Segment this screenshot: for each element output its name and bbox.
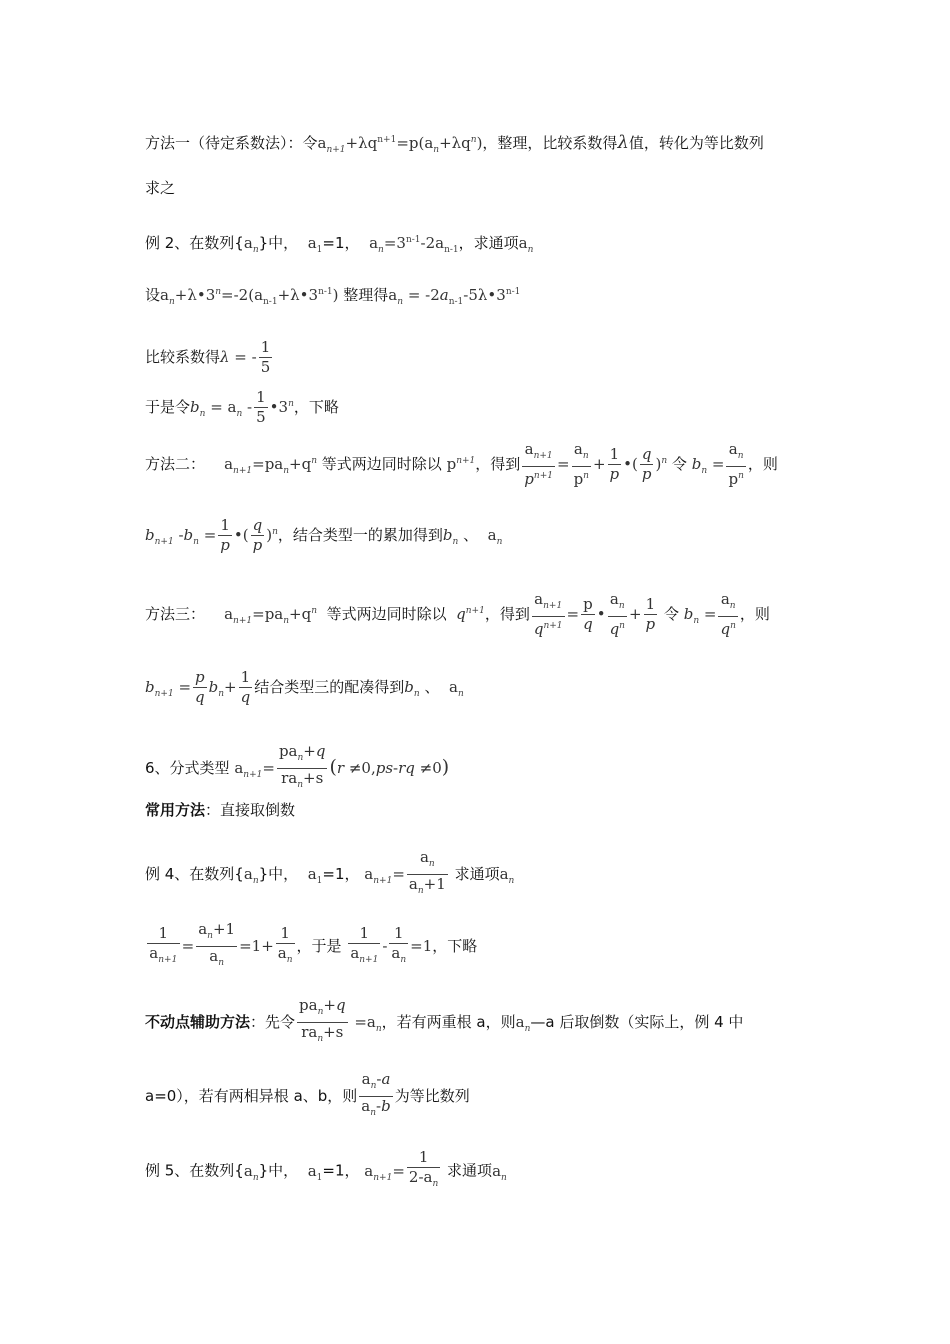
ex4-a1-val: =1， <box>322 865 360 883</box>
fraction-1-5: $\frac{1}{5}$ <box>260 338 271 376</box>
set-formula: $a_n+\lambda•3^n=-2(a_{n-1}+\lambda•3^{n-1})$ <box>160 286 339 307</box>
frac-an-pn: $\frac{a_n}{p^n}$ <box>573 440 589 488</box>
method2-recurrence: $a_{n+1}=pa_n+q^n$ <box>224 455 318 476</box>
then-let-suffix: ，下略 <box>293 398 339 416</box>
compare-text: 比较系数得 <box>145 348 221 366</box>
bn-def-tail: •3$^n$ <box>269 398 294 416</box>
ex2-a1-val: =1， <box>322 234 360 252</box>
then-let-prefix: 于是令 <box>145 398 191 416</box>
frac-q-p: $\frac{q}{p}$ <box>641 445 652 483</box>
type6-line <box>145 742 449 795</box>
method1-prefix: 方法一（待定系数法）：令 <box>145 134 318 152</box>
method3-line: 方法三： $a_{n+1}=pa_n+q^n$ 等式两边同时除以 $q^{n+1}$，得到 $\frac{a_{n+1}}{q^{n+1}}$ = $\frac{p}{q}$ • $\frac{a_n}{q^n}$ + $\frac{1}{p}$ 令 $b_n$ = $\frac{a_n}{q^n}$ ，则 <box>145 590 770 638</box>
set-mid: 整理得 <box>343 286 389 304</box>
then-let-line <box>145 388 339 427</box>
method2-label: 方法二： <box>145 455 206 473</box>
frac-q-p-b: $\frac{q}{p}$ <box>252 516 263 554</box>
method2b-bn1: $b_{n+1}$ <box>145 526 174 547</box>
method3b-res-an: $a_n$ <box>449 678 464 699</box>
method2b-res-an: $a_n$ <box>487 526 503 547</box>
method3b-bn1: $b_{n+1}$ <box>145 678 174 699</box>
method2-then: ，则 <box>747 455 778 473</box>
ex4-label: 例 4、在数列{ <box>145 865 244 883</box>
example4b-line: $\frac{1}{a_{n+1}}$ = $\frac{a_n+1}{a_n}$ =1+ $\frac{1}{a_n}$ ，于是 $\frac{1}{a_{n+1}}$ - $\frac{1}{a_n}$ =1，下略 <box>145 920 477 973</box>
common-line <box>145 800 295 820</box>
fixed-point-label: 不动点辅助方法 <box>145 1013 251 1031</box>
frac-1-an1: $\frac{1}{a_{n+1}}$ <box>149 923 178 965</box>
method3-then: ，则 <box>739 605 770 623</box>
fixed-point-text2: ，若有两重根 a，则 <box>381 1013 516 1031</box>
set-prefix: 设 <box>145 286 161 304</box>
method3-recurrence: $a_{n+1}=pa_n+q^n$ <box>224 605 318 626</box>
frac-p-q-b: $\frac{p}{q}$ <box>195 668 205 706</box>
fixed-point-text3: —a 后取倒数（实际上，例 4 中 <box>530 1013 744 1031</box>
method2b-res-bn: $b_n$ <box>442 526 459 547</box>
frac-1-p: $\frac{1}{p}$ <box>609 445 620 483</box>
compare-line <box>145 338 274 377</box>
method2b-sep: 、 <box>463 526 479 544</box>
frac-1-an1-b: $\frac{1}{a_{n+1}}$ <box>350 923 379 965</box>
frac-1-p-c: $\frac{1}{p}$ <box>645 595 656 633</box>
frac-an1-pn1: $\frac{a_{n+1}}{p^{n+1}}$ <box>524 440 553 488</box>
ex4-tail: 求通项 <box>454 865 500 883</box>
frac-1-an-b: $\frac{1}{a_n}$ <box>391 923 407 965</box>
type6-label: 6、分式类型 <box>145 759 230 777</box>
method3-mid: 等式两边同时除以 <box>326 605 447 623</box>
frac-1-q: $\frac{1}{q}$ <box>240 668 251 706</box>
common-label: 常用方法 <box>145 801 206 819</box>
method2-bn: $b_n$ <box>691 455 708 476</box>
frac-p-q: $\frac{p}{q}$ <box>583 595 593 633</box>
method3-label: 方法三： <box>145 605 206 623</box>
method3b-res-bn: $b_n$ <box>404 678 420 699</box>
ex2-label: 例 2、在数列{ <box>145 234 244 252</box>
frac-an1-an: $\frac{a_n+1}{a_n}$ <box>198 920 236 968</box>
frac-1-an: $\frac{1}{a_n}$ <box>277 923 293 965</box>
method2-get: ，得到 <box>475 455 521 473</box>
ex4-seq: $a_n$ <box>243 865 259 886</box>
method3b-bn: $b_n$ <box>208 678 225 699</box>
frac-fixed-point: $\frac{pa_n+q}{ra_n+s}$ <box>299 996 346 1044</box>
ex5-lhs: $a_{n+1}=$ <box>364 1161 405 1183</box>
method1-line <box>145 130 764 160</box>
type6-lhs: $a_{n+1}=$ <box>234 759 275 780</box>
method3-bn: $b_n$ <box>683 605 700 626</box>
method2b-text: ，结合类型一的累加得到 <box>277 526 443 544</box>
ex4-mid: }中， <box>258 865 299 883</box>
frac-an-pn-b: $\frac{a_n}{p^n}$ <box>728 440 744 488</box>
set-result: $a_n$ = $-2a_{n-1}-5\lambda•3^{n-1}$ <box>388 286 521 307</box>
fixed-point-text1: ：先令 <box>250 1013 296 1031</box>
frac-pan-q-ran-s: $\frac{pa_n+q}{ra_n+s}$ <box>278 742 326 790</box>
example5-line <box>145 1148 507 1194</box>
frac-1-2-an: $\frac{1}{2-a_n}$ <box>408 1148 439 1189</box>
fixed-point2-line <box>145 1070 470 1123</box>
fraction-1-5b: $\frac{1}{5}$ <box>256 388 266 426</box>
frac-an-qn-b: $\frac{a_n}{q^n}$ <box>720 590 736 638</box>
ex2-mid: }中， <box>258 234 299 252</box>
fixed-point-an: $a_n$ <box>366 1013 382 1034</box>
lambda-symbol: λ <box>617 132 629 153</box>
ex5-label: 例 5、在数列{ <box>145 1161 244 1180</box>
method2-line: 方法二： $a_{n+1}=pa_n+q^n$ 等式两边同时除以 $p^{n+1}$，得到 $\frac{a_{n+1}}{p^{n+1}}$ = $\frac{a_n}{p^n}$ + $\frac{1}{p}$ •( $\frac{q}{p}$ )$^n$ 令 $b_n$ = $\frac{a_n}{p^n}$ ，则 <box>145 440 778 488</box>
method2-let: 令 <box>671 455 687 473</box>
ex5-target: $a_n$ <box>492 1161 507 1183</box>
ex2-target: $a_n$ <box>518 234 534 255</box>
frac-an1-qn1: $\frac{a_{n+1}}{q^{n+1}}$ <box>533 590 563 638</box>
method3-get: ，得到 <box>484 605 530 623</box>
ex5-a1: $a_1$ <box>307 1161 323 1183</box>
frac-an-a-an-b: $\frac{a_n-a}{a_n-b}$ <box>361 1070 391 1118</box>
method2b-line: $b_{n+1}$ $-b_n$ = $\frac{1}{p}$ •( $\frac{q}{p}$ )$^n$，结合类型一的累加得到$b_n$ 、 $a_n$ <box>145 516 503 554</box>
common-text: ：直接取倒数 <box>205 801 296 819</box>
method2b-bn: $b_n$ <box>183 526 199 547</box>
method3b-sep: 、 <box>424 678 440 696</box>
fixed-point2-text2: 为等比数列 <box>394 1087 470 1105</box>
ex4-target: $a_n$ <box>499 865 515 886</box>
ex5-tail: 求通项 <box>447 1161 493 1180</box>
fixed-point-an2: $a_n$ <box>515 1013 531 1034</box>
method1-formula: $a_{n+1}+\lambda q^{n+1}=p(a_n+\lambda q^n)$ <box>317 134 483 155</box>
bn-def: $b_n = a_n$ - <box>190 398 253 419</box>
lambda-value: λ = - <box>220 348 257 366</box>
ex2-tail: ，求通项 <box>458 234 519 252</box>
type6-condition: (r ≠0,ps-rq ≠0) <box>329 756 450 778</box>
ex5-seq: $a_n$ <box>243 1161 259 1183</box>
method2-mid: 等式两边同时除以 <box>321 455 442 473</box>
ex4-lhs: $a_{n+1}=$ <box>364 865 405 886</box>
method3b-line: $b_{n+1}$ = $\frac{p}{q}$ $b_n+$ $\frac{1}{q}$ 结合类型三的配凑得到$b_n$ 、 $a_n$ <box>145 668 464 706</box>
ex5-mid: }中， <box>258 1161 299 1180</box>
ex5-a1-val: =1， <box>322 1161 360 1180</box>
ex4-a1: $a_1$ <box>307 865 323 886</box>
method1-cont: 求之 <box>145 179 176 197</box>
example4-line <box>145 848 514 901</box>
frac-an-an1: $\frac{a_n}{a_n+1}$ <box>408 848 446 896</box>
ex4b-tail: ，下略 <box>432 937 478 955</box>
method1-suffix2: 值，转化为等比数列 <box>628 134 764 152</box>
fixed-point-line: 不动点辅助方法：先令 $\frac{pa_n+q}{ra_n+s}$ $=a_n$，若有两重根 a，则$a_n—a$ 后取倒数（实际上，例 4 中 <box>145 996 743 1049</box>
method3-let: 令 <box>663 605 679 623</box>
ex2-a1: $a_1$ <box>307 234 323 255</box>
method2-divisor: $p^{n+1}$ <box>446 455 476 473</box>
ex2-seq: $a_n$ <box>243 234 259 255</box>
method1-suffix: ，整理，比较系数得 <box>482 134 618 152</box>
ex2-recurrence: $a_n=3^{n-1}-2a_{n-1}$ <box>369 234 459 255</box>
method3-divisor: $q^{n+1}$ <box>456 605 485 623</box>
method3b-text: 结合类型三的配凑得到 <box>254 678 405 696</box>
set-line <box>145 282 520 312</box>
fixed-point2-text1: a=0），若有两相异根 a、b，则 <box>145 1087 358 1105</box>
frac-1-p-b: $\frac{1}{p}$ <box>220 516 230 554</box>
ex4b-then: ，于是 <box>296 937 342 955</box>
frac-an-qn: $\frac{a_n}{q^n}$ <box>609 590 625 638</box>
example2-line <box>145 230 533 260</box>
